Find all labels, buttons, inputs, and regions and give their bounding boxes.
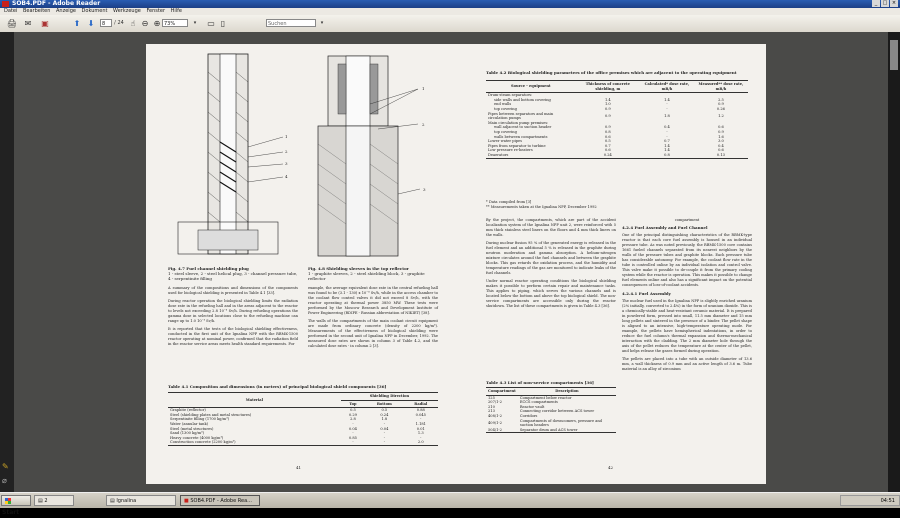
search-dropdown-icon[interactable]: ▾ [320, 20, 324, 26]
left-page-column-1 [168, 286, 298, 350]
figure-4-7-drawing [168, 52, 296, 262]
left-page-column-2 [308, 286, 438, 352]
menu-werkzeuge[interactable]: Werkzeuge [113, 8, 141, 14]
table42-notes [486, 200, 636, 210]
column-header: compartment [674, 218, 700, 222]
fig48-caption [308, 266, 438, 281]
table-row: top covering 0.8 - 0.9 [494, 129, 724, 134]
fit-width-icon[interactable]: ▯ [220, 19, 226, 28]
page-up-icon[interactable]: ⬆ [73, 19, 81, 28]
menu-fenster[interactable]: Fenster [146, 8, 165, 14]
clock[interactable]: 04:51 [880, 498, 895, 504]
title-bar [0, 0, 900, 8]
fig48-label-3: 3 [423, 187, 426, 192]
email-icon[interactable]: ✉ [24, 19, 32, 28]
zoom-level-input[interactable]: 73% [162, 19, 188, 27]
taskbar-item-label: SOB4.PDF - Adobe Rea... [190, 498, 252, 504]
fig47-label-2: 2 [285, 149, 288, 154]
right-page-column-1 [486, 218, 616, 312]
fig47-caption-title: Fig. 4.7 Fuel channel shielding plug [168, 266, 249, 271]
table-row: wall adjacent to suction header 0.9 0.4 0.6 [494, 125, 724, 130]
table42-header-measured: Measured** dose rate, mR/h [694, 81, 748, 93]
windows-logo-icon [5, 498, 11, 504]
taskbar-item-2[interactable] [34, 495, 74, 506]
paragraph: A summary of the compositions and dimensions of the components used for biological shielding is presented in Table 4.1 [33]. [168, 286, 298, 295]
table-row: Deaerators 0.24 0.8 0.13 [486, 153, 748, 158]
table-row: Main circulation pump premises: [488, 120, 549, 125]
paragraph: During nuclear fission 95 % of the generated energy is released in the fuel element and an additional 5 % is released in the graphite during neutron moderation and gamma absorption. A helium-nitrogen mixture circulates around the fuel channels and between the graphite blocks. This gas retards the oxidation process, and the humidity and temperature readings of the gas are monitored to indicate leaks of the fuel channels. [486, 241, 616, 275]
paragraph: The nuclear fuel used in the Ignalina NPP is slightly enriched uranium (2% initially, converted to 2.4%) in the form of uranium dioxide. This is a chemically-stable and heat-resistant ceramic material. It is prepared in powdered form, pressed into small, 11.5 mm diameter and 15 mm long pellets and sintered in the presence of a binder. The pellet shape is aligned to an intensive, high-temperature operating mode. For example, the pellets have hemispherical indentations, in order to reduce the fuel column's thermal expansion and thermo-mechanical interaction with the cladding. The 2 mm diameter hole through the axis of the pellet reduces the temperature at the center of the pellet, and helps release the gases formed during operation. [622, 299, 752, 353]
table-row: Steel (metal structures) 0.04 0.04 0.01 [170, 426, 425, 431]
zoom-out-icon[interactable]: ⊖ [141, 19, 149, 28]
paragraph: The walls of the compartments of the main coolant circuit equipment are made from ordinary concrete (density of 2200 kg/m³). Measurements of the effectiveness of biological shielding were performed in the second unit of Ignalina NPP in December, 1992. The measured dose rates are shown in column 3 of Table 4.2, and the calculated dose rates - in column 2 [3]. [308, 319, 438, 348]
table-row: Serpentinite filling (1700 kg/m³) 2.8 1.8 - [170, 417, 422, 422]
pdf-page-right [456, 44, 766, 484]
table41-header-bottom: Bottom [365, 400, 403, 408]
table41-header-radial: Radial [404, 400, 438, 408]
table-row: 504/1-2 Separator drum and ACS tower [486, 428, 616, 433]
table42-title: Table 4.2 Biological shielding parameters of the office premises which are adjacent to the operating equipment [486, 70, 737, 75]
select-tool-icon[interactable]: ☝ [130, 19, 136, 28]
table-row: Steel (shielding plates and metal structures) 0.29 0.24 0.045 [170, 412, 426, 417]
table-row: walls between compartments 0.6 - 1.6 [494, 134, 724, 139]
table41-header-top: Top [341, 400, 365, 408]
table-row: Low pressure re-heaters 0.6 1.4 0.6 [488, 148, 724, 153]
print-icon[interactable]: 🖨 [6, 19, 18, 28]
table-4-3 [486, 387, 616, 433]
table-row: 213 Connecting corridor between ACS tower [488, 409, 595, 414]
zoom-dropdown-icon[interactable]: ▾ [193, 20, 197, 26]
table-row: 210 Reactor vault [488, 404, 545, 409]
menu-anzeige[interactable]: Anzeige [56, 8, 76, 14]
window-title: SOB4.PDF - Adobe Reader [12, 0, 101, 7]
minimize-button[interactable]: _ [872, 0, 880, 7]
close-button[interactable]: × [891, 0, 897, 6]
navigation-panel [0, 32, 14, 492]
fig48-caption-title: Fig. 4.8 Shielding sleeves in the top reflector [308, 266, 409, 271]
fig48-label-1: 1 [422, 86, 425, 91]
table42-note-2: ** Measurements taken at the Ignalina NPP, December 1992 [486, 205, 597, 209]
comment-icon[interactable]: ✎ [2, 462, 9, 471]
fig47-caption-text: 1 - steel sleeve, 2 - steel helical plug, 3 - channel pressure tube, 4 - serpentinite filling [168, 271, 298, 281]
table-row: Water (annular tank) - - 1.181 [170, 421, 426, 426]
toolbar [0, 15, 900, 33]
menu-hilfe[interactable]: Hilfe [170, 8, 182, 14]
vertical-scrollbar[interactable] [888, 32, 900, 492]
table-row: Drum-steam separators: [488, 93, 533, 98]
table43-title: Table 4.3 List of non-service compartments [36] [486, 380, 594, 385]
table43-header-description: Description [518, 388, 616, 396]
table-row: top covering 0.9 - 0.26 [494, 106, 725, 111]
paragraph: By the project, the compartments, which are part of the accident localization system of the Ignalina NPP unit 2, were reinforced with 5 mm thick stainless steel liners on the floors and 4 mm thick liners on the walls. [486, 218, 616, 237]
table-row: Pipes between separators and main circulation pumps 0.9 1.8 1.2 [488, 111, 724, 121]
page-down-icon[interactable]: ⬇ [87, 19, 95, 28]
menu-datei[interactable]: Datei [4, 8, 18, 14]
table41-title: Table 4.1 Composition and dimensions (in meters) of principal biological shield components [36] [168, 384, 387, 389]
attachment-icon[interactable]: ⌀ [2, 476, 7, 485]
paragraph: One of the principal distinguishing characteristics of the RBMK-type reactor is that each core fuel assembly is housed in an individual pressure tube. As was noted previously, the RBMK-1500 core contains 1661 fueled channels separated from its nearest neighbors by the walls of the pressure tubes and graphite blocks. Each pressure tube has considerable autonomy. For example, the coolant flow rate in the tube is controlled online by an individual isolation and control valve. This valve make it possible to de-couple it from the primary cooling system while the reactor is operation. This makes it possible to change fuel elements online and also has a significant impact on the potential consequences of loss-of-coolant accidents. [622, 233, 752, 287]
scrollbar-thumb[interactable] [890, 40, 898, 70]
adobe-reader-icon: ■ [184, 498, 191, 504]
folder-icon: ▤ [110, 498, 117, 504]
table42-header-source: Source - equipment [486, 81, 576, 93]
table41-header-material: Material [168, 393, 341, 408]
right-page-column-2 [622, 218, 752, 375]
save-icon[interactable]: ▣ [41, 19, 49, 28]
table-row: Graphite (reflector) 0.5 0.5 0.88 [170, 408, 425, 413]
taskbar-item-ignalina[interactable] [106, 495, 176, 506]
zoom-in-icon[interactable]: ⊕ [153, 19, 161, 28]
table41-header-group: Shielding Direction [341, 393, 438, 401]
taskbar-item-label: Ignalina [116, 498, 137, 504]
taskbar-item-adobe-reader[interactable] [180, 495, 260, 506]
fig47-caption [168, 266, 298, 281]
table43-header-compartment: Compartment [486, 388, 518, 396]
taskbar [0, 492, 900, 516]
folder-icon: ▤ [38, 498, 45, 504]
table-4-2 [486, 80, 748, 159]
table-row: 207/1-2 ECCS compartments [488, 400, 558, 405]
page-number: 41 [296, 465, 302, 470]
figure-4-8-drawing [308, 54, 438, 259]
window-controls [872, 0, 898, 7]
menu-bar [0, 8, 900, 15]
page-number: 42 [608, 465, 614, 470]
paragraph: Under normal reactor operating conditions the biological shielding makes it possible to perform certain repair and maintenance tasks. This applies to piping, which serves the various channels and is located below the bottom and above the top biological shield. The non-service compartments are accessible only during the reactor shutdown. The list of these compartments is given in Table 4.3 [36]. [486, 279, 616, 308]
table-row: 408/1-2 Corridors [488, 413, 538, 418]
table-row: Construction concrete (2200 kg/m³) - - 2.0 [168, 440, 438, 445]
fig47-label-1: 1 [285, 134, 288, 139]
page-number-input[interactable]: 8 [100, 19, 112, 27]
search-input[interactable]: Suchen [266, 19, 316, 27]
table-row: Lower water pipes 0.5 0.7 3.0 [488, 139, 724, 144]
paragraph: It is reported that the tests of the biological shielding effectiveness, conducted in the first unit of the Ignalina NPP with the RBMK-1500 reactor operating at nominal power, confirmed that the radiation field in the reactor service areas meets health standard requirements. For [168, 327, 298, 346]
paragraph: The pellets are placed into a tube with an outside diameter of 13.6 mm, a wall thickness of 0.9 mm and an active length of 3.6 m. Tube material is an alloy of zirconium [622, 357, 752, 371]
table-row: side walls and bottom covering 1.4 1.4 2.5 [494, 97, 724, 102]
fit-page-icon[interactable]: ▭ [207, 19, 215, 28]
fig48-caption-text: 1 - graphite sleeves, 2 - steel shielding block, 3 - graphite reflector [308, 271, 425, 281]
start-label: Start [2, 509, 20, 516]
table-row: Heavy concrete (4000 kg/m³) 0.85 - - [170, 435, 422, 440]
paragraph: example, the average equivalent dose rate in the central refueling hall was found to be (3.1 - 130) x 10⁻⁶ Sv/h, while in the access chamber to the coolant flow control valves it did not exceed 8 Sv/h, with the reactor operating at thermal power 3850 MW. These tests were performed by the Moscow Research and Development Institute of Power Engineering (RDIPE - Russian abbreviation of NIKIET) [38]. [308, 286, 438, 315]
table42-note-1: * Data compiled from [3] [486, 200, 532, 204]
table-row: end walls 1.0 - 0.9 [494, 102, 724, 107]
start-button[interactable] [1, 495, 31, 516]
maximize-button[interactable]: □ [882, 0, 888, 6]
pdf-page-left [146, 44, 456, 484]
taskbar-item-label: 2 [44, 498, 48, 504]
system-tray [840, 495, 900, 506]
page-total: / 24 [114, 20, 124, 26]
menu-dokument[interactable]: Dokument [81, 8, 108, 14]
table42-header-calculated: Calculated* dose rate, mR/h [640, 81, 694, 93]
adobe-reader-icon [2, 1, 9, 7]
section-4-2-4-1-title: 4.2.4.1 Fuel Assembly [622, 291, 671, 296]
fig47-label-4: 4 [285, 174, 288, 179]
table-row: Pipes from separator to turbine 0.7 1.4 0.4 [488, 143, 724, 148]
table-row: 409/1-2 Compartments of downcomers, pressure and suction headers [488, 418, 602, 428]
table-4-1 [168, 392, 438, 446]
table42-header-thickness: Thickness of concrete shielding, m [576, 81, 640, 93]
table-row: Sand (1300 kg/m³) - - 1.3 [170, 431, 424, 436]
fig48-label-2: 2 [422, 122, 425, 127]
fig47-label-3: 3 [285, 161, 288, 166]
paragraph: During reactor operation the biological shielding limits the radiation dose rate in the refueling hall and in the areas adjacent to the reactor to levels not exceeding 2.8 10⁻³ Sv/h. During refueling operations the gamma dose in selected locations close to the refueling machine can range up to 1.0 10⁻³ Sv/h. [168, 299, 298, 323]
section-4-2-4-title: 4.2.4 Fuel Assembly and Fuel Channel [622, 225, 708, 230]
menu-bearbeiten[interactable]: Bearbeiten [22, 8, 51, 14]
table-row: 125 Compartment below reactor [488, 395, 572, 400]
